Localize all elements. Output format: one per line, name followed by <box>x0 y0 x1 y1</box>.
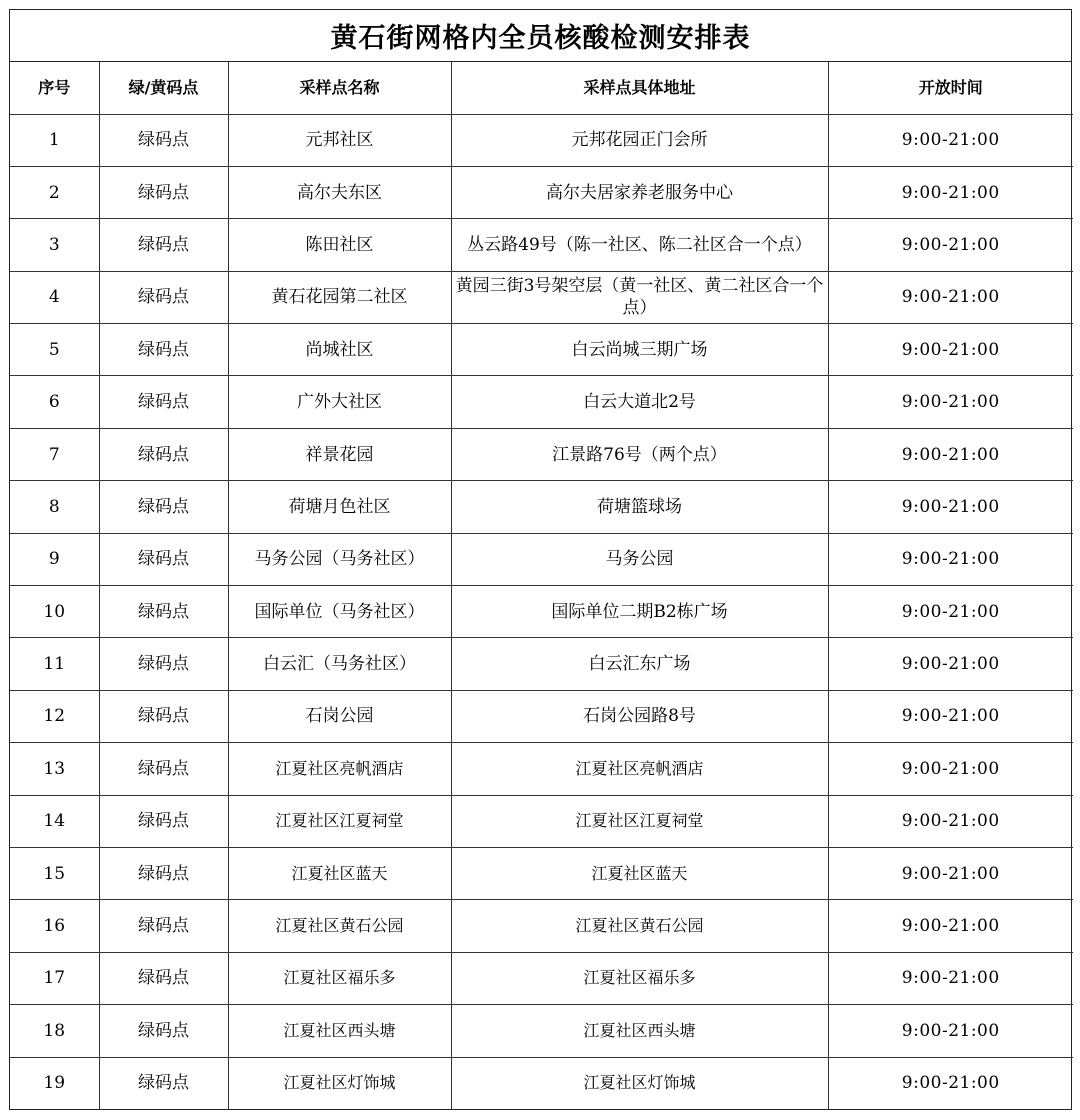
table-body <box>10 114 1073 1109</box>
table-row <box>10 114 1073 166</box>
table-row <box>10 324 1073 376</box>
cell-address: 江夏社区蓝天 <box>451 847 828 899</box>
cell-no: 9 <box>10 533 99 585</box>
cell-type: 绿码点 <box>99 1057 228 1109</box>
cell-name: 陈田社区 <box>228 219 451 271</box>
cell-no: 17 <box>10 952 99 1004</box>
header-no: 序号 <box>10 62 99 114</box>
table-row <box>10 586 1073 638</box>
cell-time: 9:00-21:00 <box>828 114 1073 166</box>
cell-time: 9:00-21:00 <box>828 533 1073 585</box>
table-row <box>10 1005 1073 1057</box>
header-name: 采样点名称 <box>228 62 451 114</box>
cell-type: 绿码点 <box>99 586 228 638</box>
cell-name: 尚城社区 <box>228 324 451 376</box>
cell-no: 19 <box>10 1057 99 1109</box>
table-row <box>10 638 1073 690</box>
table-row <box>10 219 1073 271</box>
cell-no: 15 <box>10 847 99 899</box>
table-row <box>10 166 1073 218</box>
cell-name: 马务公园（马务社区） <box>228 533 451 585</box>
cell-address: 石岗公园路8号 <box>451 690 828 742</box>
cell-no: 14 <box>10 795 99 847</box>
table-row <box>10 847 1073 899</box>
cell-no: 3 <box>10 219 99 271</box>
cell-type: 绿码点 <box>99 376 228 428</box>
cell-time: 9:00-21:00 <box>828 1005 1073 1057</box>
cell-name: 江夏社区福乐多 <box>228 952 451 1004</box>
cell-no: 11 <box>10 638 99 690</box>
cell-address: 白云汇东广场 <box>451 638 828 690</box>
cell-no: 12 <box>10 690 99 742</box>
schedule-table <box>10 62 1073 1109</box>
cell-type: 绿码点 <box>99 638 228 690</box>
cell-name: 广外大社区 <box>228 376 451 428</box>
cell-time: 9:00-21:00 <box>828 324 1073 376</box>
cell-address: 江夏社区西头塘 <box>451 1005 828 1057</box>
cell-address: 元邦花园正门会所 <box>451 114 828 166</box>
cell-type: 绿码点 <box>99 690 228 742</box>
cell-type: 绿码点 <box>99 219 228 271</box>
page-title: 黄石街网格内全员核酸检测安排表 <box>10 10 1071 62</box>
cell-time: 9:00-21:00 <box>828 952 1073 1004</box>
cell-time: 9:00-21:00 <box>828 900 1073 952</box>
cell-name: 江夏社区蓝天 <box>228 847 451 899</box>
cell-address: 荷塘篮球场 <box>451 481 828 533</box>
cell-time: 9:00-21:00 <box>828 219 1073 271</box>
cell-address: 黄园三街3号架空层（黄一社区、黄二社区合一个点） <box>451 271 828 323</box>
table-row <box>10 952 1073 1004</box>
cell-no: 10 <box>10 586 99 638</box>
table-row <box>10 428 1073 480</box>
cell-name: 高尔夫东区 <box>228 166 451 218</box>
cell-address: 江夏社区江夏祠堂 <box>451 795 828 847</box>
table-row <box>10 533 1073 585</box>
cell-no: 5 <box>10 324 99 376</box>
cell-no: 2 <box>10 166 99 218</box>
header-type: 绿/黄码点 <box>99 62 228 114</box>
table-row <box>10 795 1073 847</box>
cell-time: 9:00-21:00 <box>828 690 1073 742</box>
cell-type: 绿码点 <box>99 271 228 323</box>
cell-address: 江夏社区福乐多 <box>451 952 828 1004</box>
cell-time: 9:00-21:00 <box>828 743 1073 795</box>
cell-name: 江夏社区灯饰城 <box>228 1057 451 1109</box>
cell-name: 元邦社区 <box>228 114 451 166</box>
cell-name: 祥景花园 <box>228 428 451 480</box>
cell-no: 16 <box>10 900 99 952</box>
cell-type: 绿码点 <box>99 428 228 480</box>
cell-time: 9:00-21:00 <box>828 481 1073 533</box>
header-time: 开放时间 <box>828 62 1073 114</box>
header-address: 采样点具体地址 <box>451 62 828 114</box>
cell-address: 丛云路49号（陈一社区、陈二社区合一个点） <box>451 219 828 271</box>
cell-no: 13 <box>10 743 99 795</box>
cell-type: 绿码点 <box>99 533 228 585</box>
cell-name: 白云汇（马务社区） <box>228 638 451 690</box>
cell-address: 江夏社区灯饰城 <box>451 1057 828 1109</box>
cell-address: 江景路76号（两个点） <box>451 428 828 480</box>
cell-no: 6 <box>10 376 99 428</box>
cell-no: 18 <box>10 1005 99 1057</box>
cell-address: 马务公园 <box>451 533 828 585</box>
cell-no: 8 <box>10 481 99 533</box>
cell-no: 4 <box>10 271 99 323</box>
table-row <box>10 376 1073 428</box>
cell-type: 绿码点 <box>99 952 228 1004</box>
cell-type: 绿码点 <box>99 743 228 795</box>
table-row <box>10 481 1073 533</box>
table-row <box>10 900 1073 952</box>
cell-type: 绿码点 <box>99 324 228 376</box>
cell-type: 绿码点 <box>99 481 228 533</box>
cell-time: 9:00-21:00 <box>828 638 1073 690</box>
table-row <box>10 690 1073 742</box>
cell-address: 高尔夫居家养老服务中心 <box>451 166 828 218</box>
cell-name: 黄石花园第二社区 <box>228 271 451 323</box>
cell-time: 9:00-21:00 <box>828 166 1073 218</box>
cell-name: 江夏社区亮帆酒店 <box>228 743 451 795</box>
cell-address: 白云大道北2号 <box>451 376 828 428</box>
cell-type: 绿码点 <box>99 795 228 847</box>
cell-time: 9:00-21:00 <box>828 1057 1073 1109</box>
cell-name: 江夏社区江夏祠堂 <box>228 795 451 847</box>
table-row <box>10 1057 1073 1109</box>
cell-time: 9:00-21:00 <box>828 795 1073 847</box>
table-header-row <box>10 62 1073 114</box>
cell-type: 绿码点 <box>99 1005 228 1057</box>
cell-name: 江夏社区西头塘 <box>228 1005 451 1057</box>
table-row <box>10 743 1073 795</box>
cell-name: 石岗公园 <box>228 690 451 742</box>
cell-time: 9:00-21:00 <box>828 847 1073 899</box>
cell-address: 江夏社区亮帆酒店 <box>451 743 828 795</box>
cell-address: 江夏社区黄石公园 <box>451 900 828 952</box>
cell-no: 7 <box>10 428 99 480</box>
cell-name: 江夏社区黄石公园 <box>228 900 451 952</box>
cell-name: 荷塘月色社区 <box>228 481 451 533</box>
cell-type: 绿码点 <box>99 166 228 218</box>
cell-address: 白云尚城三期广场 <box>451 324 828 376</box>
cell-time: 9:00-21:00 <box>828 586 1073 638</box>
cell-no: 1 <box>10 114 99 166</box>
table-row <box>10 271 1073 323</box>
cell-type: 绿码点 <box>99 114 228 166</box>
cell-address: 国际单位二期B2栋广场 <box>451 586 828 638</box>
cell-time: 9:00-21:00 <box>828 271 1073 323</box>
cell-name: 国际单位（马务社区） <box>228 586 451 638</box>
schedule-sheet <box>9 9 1072 1110</box>
cell-time: 9:00-21:00 <box>828 428 1073 480</box>
cell-type: 绿码点 <box>99 900 228 952</box>
cell-type: 绿码点 <box>99 847 228 899</box>
cell-time: 9:00-21:00 <box>828 376 1073 428</box>
